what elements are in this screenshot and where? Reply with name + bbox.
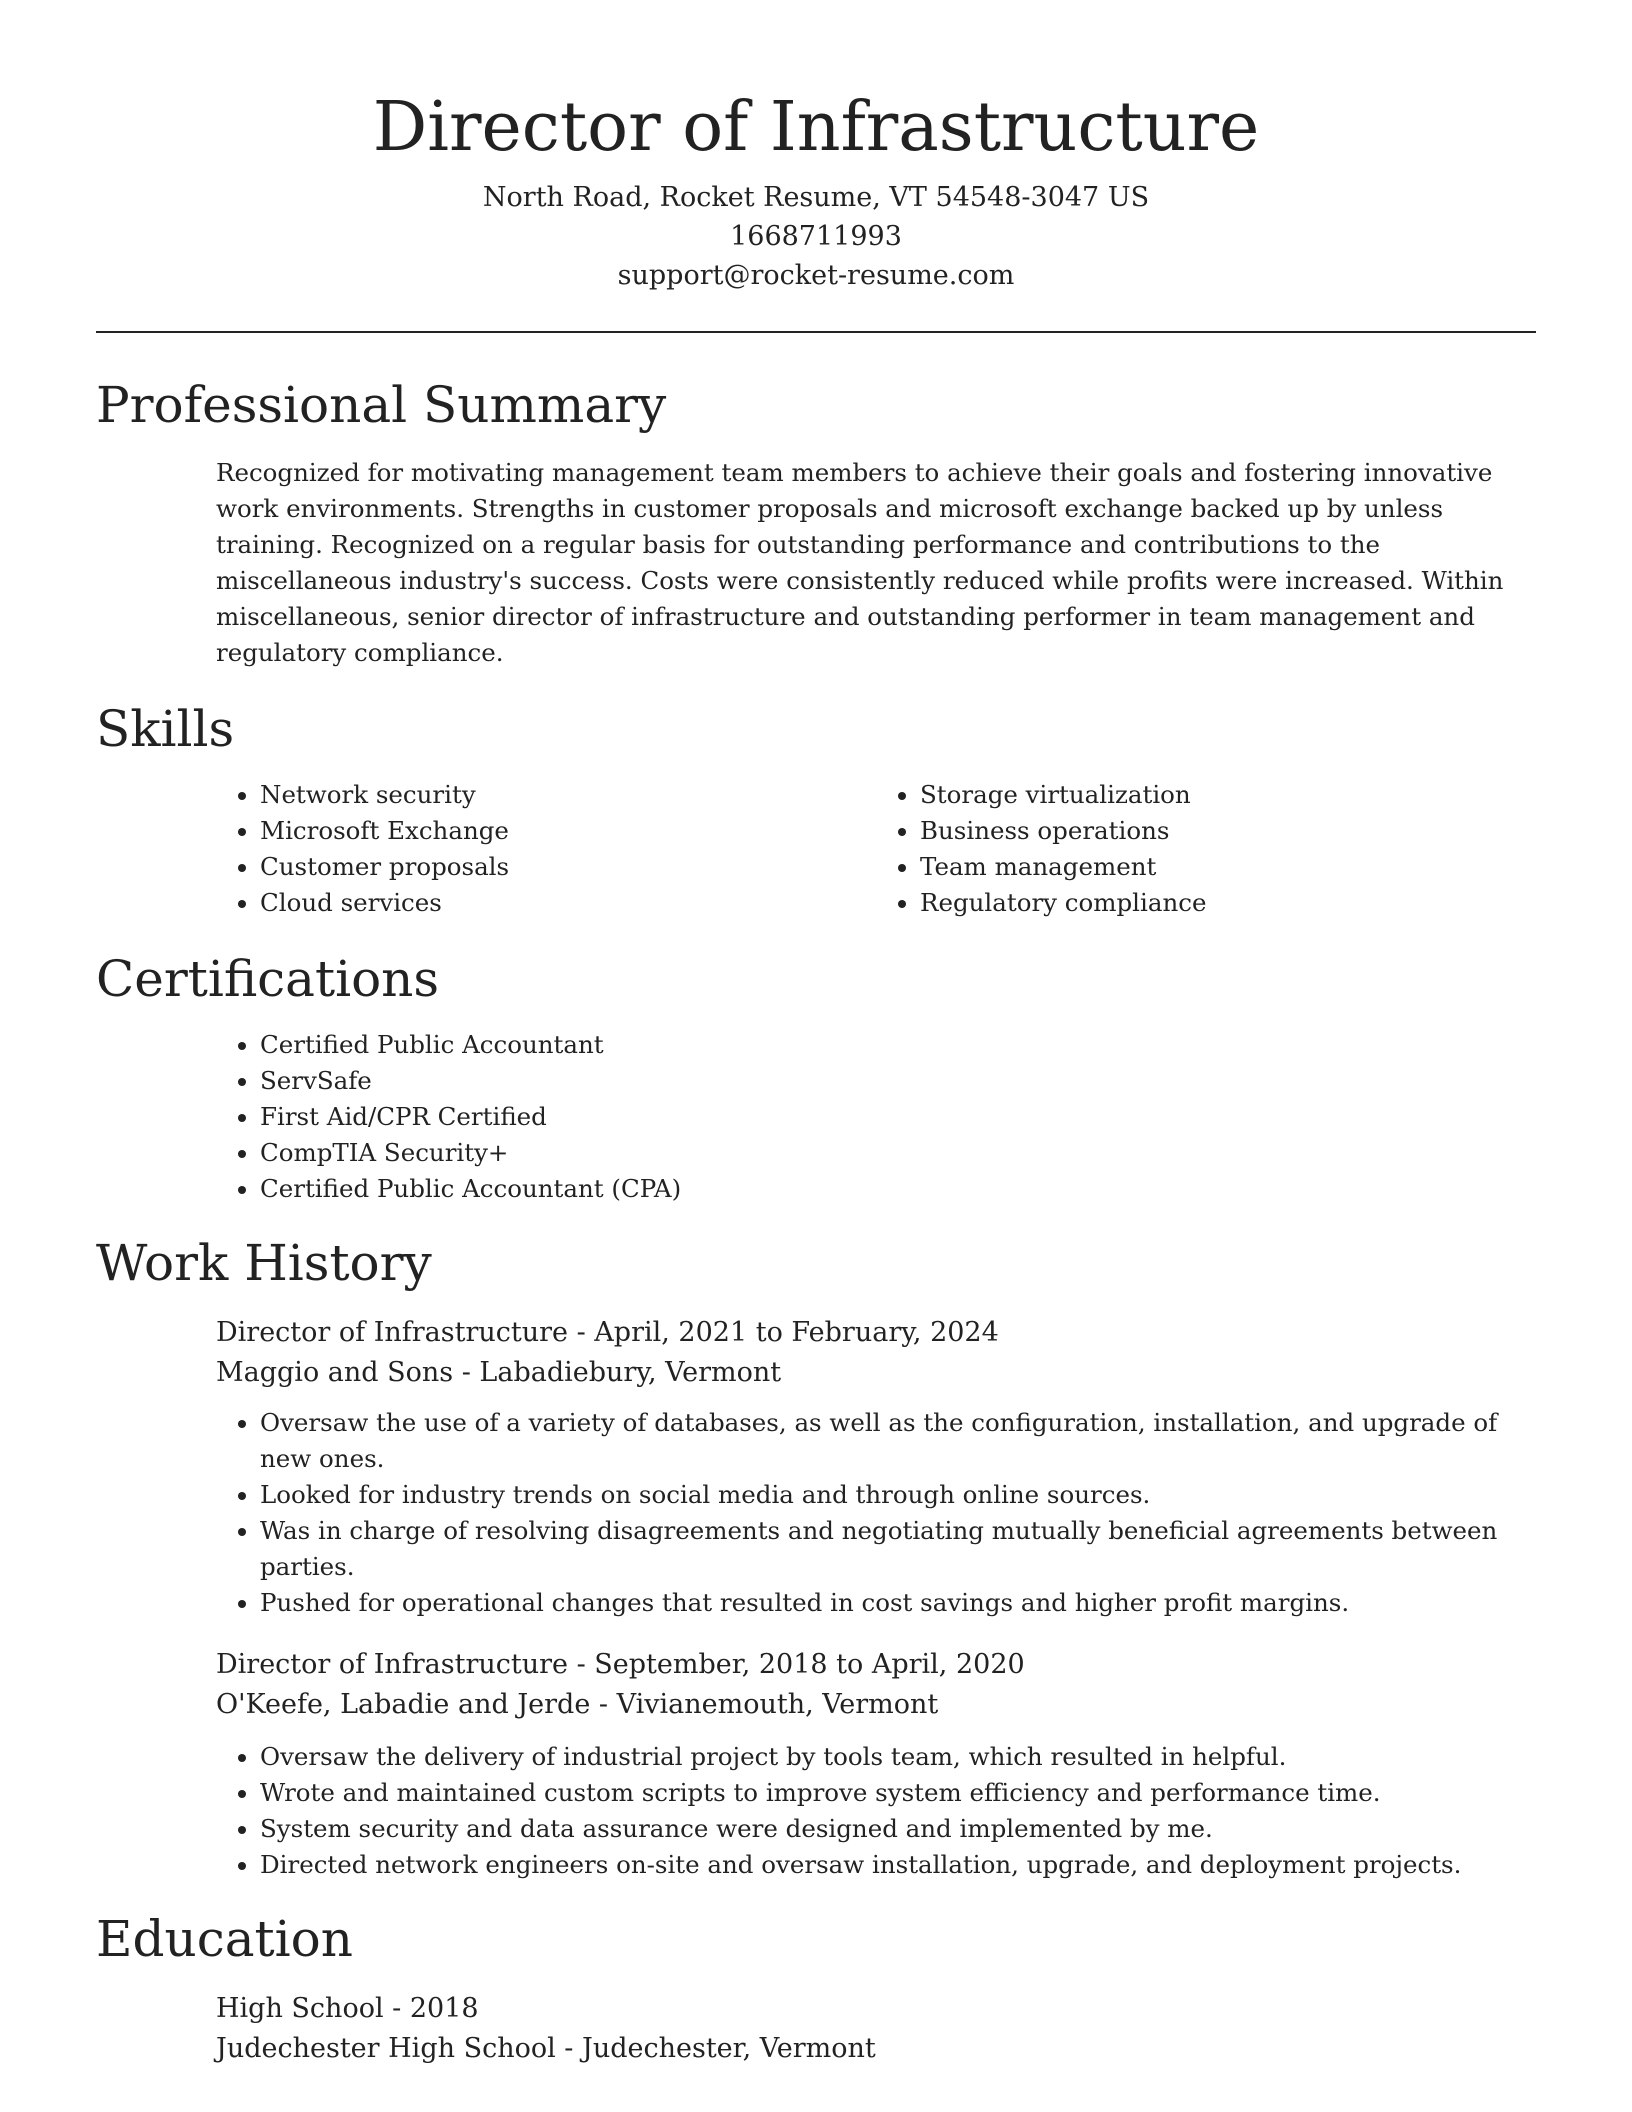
skill-item: • Network security [260, 777, 876, 813]
contact-address: North Road, Rocket Resume, VT 54548-3047 US [482, 182, 1150, 213]
job-bullet: • Was in charge of resolving disagreements and negotiating mutually beneficial agreements between parties. [260, 1513, 1536, 1585]
job-bullet: • Pushed for operational changes that resulted in cost savings and higher profit margins. [260, 1585, 1536, 1621]
certification-item: • CompTIA Security+ [260, 1135, 1536, 1171]
skills-grid [216, 777, 1536, 921]
skills-column-right [876, 777, 1536, 921]
job-entry [216, 1313, 1536, 1621]
candidate-name: Director of Infrastructure [372, 88, 1260, 167]
certification-item: • Certified Public Accountant (CPA) [260, 1171, 1536, 1207]
contact-email: support@rocket-resume.com [617, 260, 1015, 291]
job-heading: Director of Infrastructure - September, 2018 to April, 2020 [216, 1649, 1025, 1680]
skill-item: • Cloud services [260, 885, 876, 921]
summary-section [96, 373, 1536, 671]
certifications-section [96, 947, 1536, 1207]
contact-phone: 1668711993 [730, 221, 902, 252]
job-bullets [216, 1739, 1536, 1883]
job-heading: Director of Infrastructure - April, 2021 to February, 2024 [216, 1317, 999, 1348]
job-entry [216, 1645, 1536, 1883]
job-company: O'Keefe, Labadie and Jerde - Vivianemouth, Vermont [216, 1689, 939, 1720]
job-bullet: • Oversaw the delivery of industrial project by tools team, which resulted in helpful. [260, 1739, 1536, 1775]
resume-page [96, 0, 1536, 2069]
certifications-list-wrap [216, 1027, 1536, 1207]
certifications-list [216, 1027, 1536, 1207]
skill-item: • Microsoft Exchange [260, 813, 876, 849]
skill-item: • Team management [920, 849, 1536, 885]
job-bullet: • Oversaw the use of a variety of databases, as well as the configuration, installation, and upgrade of new ones. [260, 1405, 1536, 1477]
certification-item: • Certified Public Accountant [260, 1027, 1536, 1063]
job-bullet: • Directed network engineers on-site and oversaw installation, upgrade, and deployment projects. [260, 1847, 1536, 1883]
skill-item: • Customer proposals [260, 849, 876, 885]
skill-item: • Regulatory compliance [920, 885, 1536, 921]
skill-item: • Storage virtualization [920, 777, 1536, 813]
job-company: Maggio and Sons - Labadiebury, Vermont [216, 1357, 782, 1388]
education-degree: High School - 2018 [216, 1993, 479, 2024]
job-bullet: • System security and data assurance were designed and implemented by me. [260, 1811, 1536, 1847]
job-bullet: • Wrote and maintained custom scripts to improve system efficiency and performance time. [260, 1775, 1536, 1811]
education-school: Judechester High School - Judechester, Vermont [216, 2033, 876, 2064]
header-divider [96, 331, 1536, 333]
job-bullets [216, 1405, 1536, 1621]
work-history-title: Work History [96, 1234, 432, 1292]
certification-item: • ServSafe [260, 1063, 1536, 1099]
job-bullet: • Looked for industry trends on social media and through online sources. [260, 1477, 1536, 1513]
education-title: Education [96, 1910, 353, 1968]
education-section [96, 1907, 1536, 2069]
skills-title: Skills [96, 700, 235, 758]
summary-title: Professional Summary [96, 376, 667, 434]
education-entry [216, 1989, 1536, 2069]
resume-header [96, 0, 1536, 295]
certification-item: • First Aid/CPR Certified [260, 1099, 1536, 1135]
work-history-section [96, 1231, 1536, 1883]
skill-item: • Business operations [920, 813, 1536, 849]
certifications-title: Certifications [96, 950, 440, 1008]
summary-text: Recognized for motivating management team members to achieve their goals and fostering innovative work environments. Strengths in customer proposals and microsoft exchange backed up by unless training. Recognized on a regular basis for outstanding performance and contributions to the miscellaneous industry's success. Costs were consistently reduced while profits were increased. Within miscellaneous, senior director of infrastructure and outstanding performer in team management and regulatory compliance. [216, 458, 1504, 667]
skills-section [96, 697, 1536, 921]
skills-column-left [216, 777, 876, 921]
